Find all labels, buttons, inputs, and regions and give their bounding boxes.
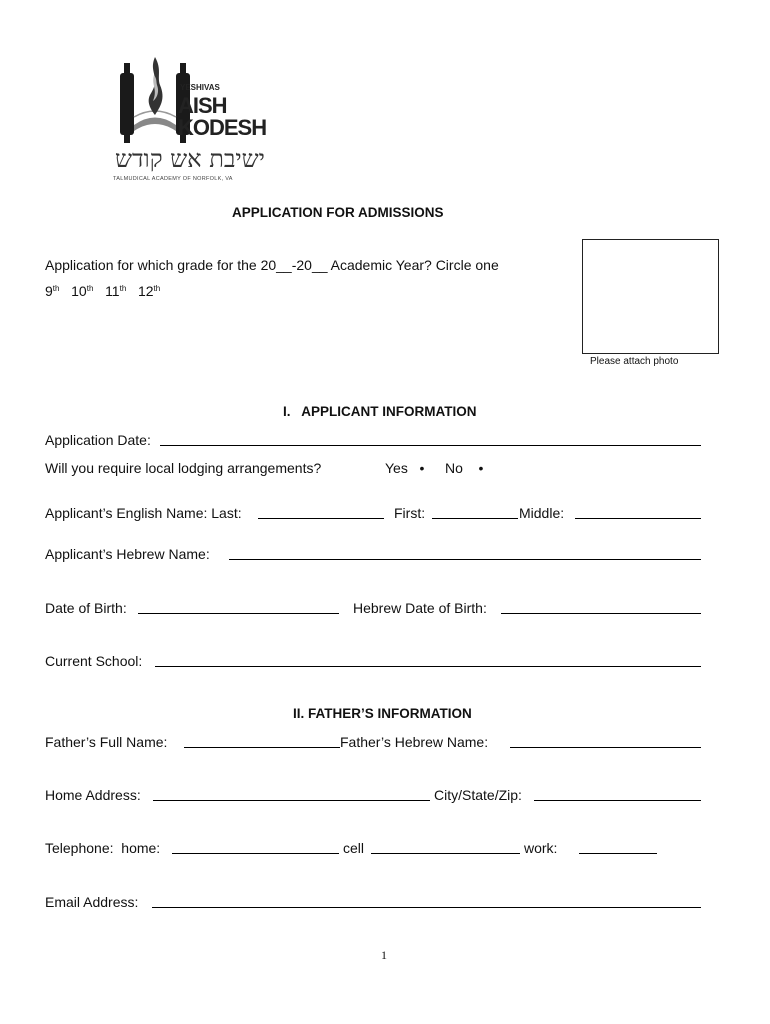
page-number: 1 xyxy=(381,948,387,962)
hebrew-dob-field[interactable] xyxy=(501,613,701,614)
page-title: APPLICATION FOR ADMISSIONS xyxy=(232,205,444,220)
lodging-question: Will you require local lodging arrangements? xyxy=(45,460,322,476)
hebrew-name-label: Applicant’s Hebrew Name: xyxy=(45,546,210,562)
logo-small-top: YESHIVAS xyxy=(180,83,220,92)
work-label: work: xyxy=(524,840,558,856)
first-name-field[interactable] xyxy=(432,518,518,519)
current-school-field[interactable] xyxy=(155,666,701,667)
lodging-yes-option[interactable] xyxy=(385,460,424,476)
city-state-zip-label: City/State/Zip: xyxy=(434,787,522,803)
father-full-name-label: Father’s Full Name: xyxy=(45,734,168,750)
section-father-heading: II. FATHER’S INFORMATION xyxy=(293,706,472,721)
first-name-label: First: xyxy=(394,505,426,521)
grade-option-10[interactable]: 10th xyxy=(71,283,94,299)
telephone-home-label: Telephone: home: xyxy=(45,840,161,856)
english-name-label: Applicant’s English Name: Last: xyxy=(45,505,242,521)
no-label: No xyxy=(445,460,463,476)
hebrew-name-field[interactable] xyxy=(229,559,701,560)
photo-caption: Please attach photo xyxy=(590,356,679,367)
lodging-no-option[interactable] xyxy=(445,460,483,476)
logo-line1: AISH xyxy=(178,93,227,118)
dob-field[interactable] xyxy=(138,613,339,614)
middle-name-field[interactable] xyxy=(575,518,701,519)
grade-options[interactable] xyxy=(45,283,160,299)
telephone-home-field[interactable] xyxy=(172,853,339,854)
no-bullet-icon[interactable]: • xyxy=(478,460,484,476)
middle-name-label: Middle: xyxy=(519,505,565,521)
home-address-field[interactable] xyxy=(153,800,430,801)
grade-option-9[interactable]: 9th xyxy=(45,283,60,299)
logo xyxy=(110,55,280,185)
email-label: Email Address: xyxy=(45,894,139,910)
yes-label: Yes xyxy=(385,460,408,476)
cell-label: cell xyxy=(343,840,365,856)
logo-tagline: TALMUDICAL ACADEMY OF NORFOLK, VA xyxy=(113,176,233,182)
grade-option-12[interactable]: 12th xyxy=(137,283,161,299)
grade-option-11[interactable]: 11th xyxy=(105,283,127,299)
logo-hebrew: ישיבת אש קודש xyxy=(115,145,265,173)
dob-label: Date of Birth: xyxy=(45,600,127,616)
city-state-zip-field[interactable] xyxy=(534,800,701,801)
application-date-label: Application Date: xyxy=(45,432,151,448)
current-school-label: Current School: xyxy=(45,653,143,669)
section-applicant-heading: I. APPLICANT INFORMATION xyxy=(283,404,477,419)
home-address-label: Home Address: xyxy=(45,787,141,803)
father-hebrew-name-field[interactable] xyxy=(510,747,701,748)
email-field[interactable] xyxy=(152,907,701,908)
father-hebrew-name-label: Father’s Hebrew Name: xyxy=(340,734,489,750)
work-field[interactable] xyxy=(579,853,657,854)
last-name-field[interactable] xyxy=(258,518,384,519)
cell-field[interactable] xyxy=(371,853,520,854)
logo-line2: KODESH xyxy=(178,115,267,140)
application-date-field[interactable] xyxy=(160,445,701,446)
father-full-name-field[interactable] xyxy=(184,747,340,748)
hebrew-dob-label: Hebrew Date of Birth: xyxy=(353,600,487,616)
grade-question: Application for which grade for the 20__-20__ Academic Year? Circle one xyxy=(45,257,499,273)
photo-box[interactable] xyxy=(582,239,719,354)
yes-bullet-icon[interactable]: • xyxy=(419,460,425,476)
